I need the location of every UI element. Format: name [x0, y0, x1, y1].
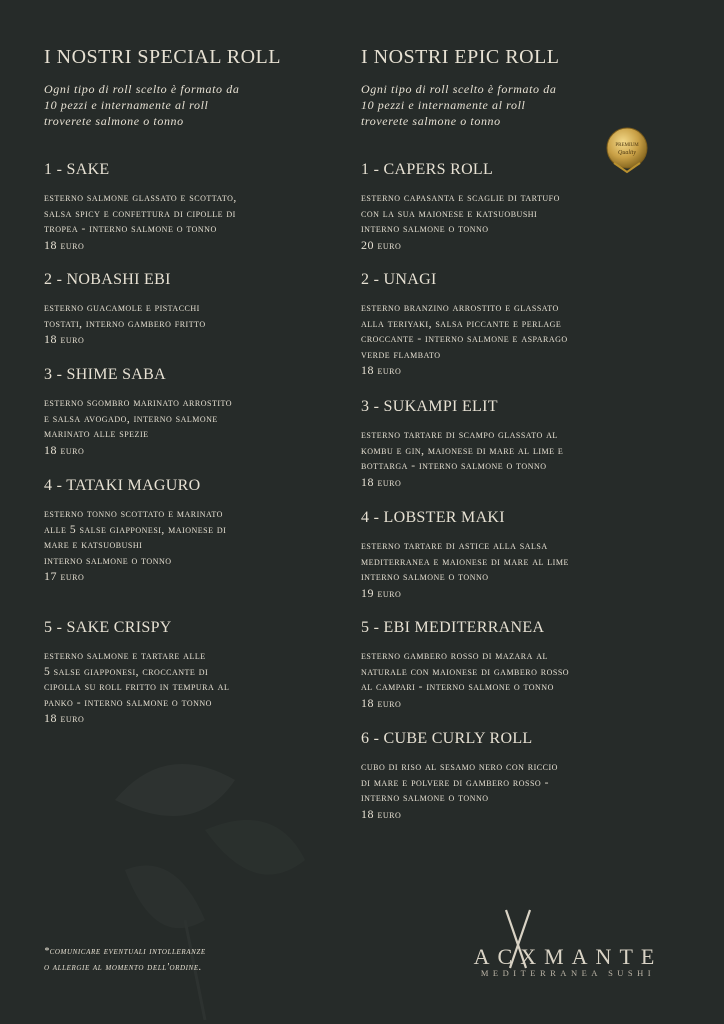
- premium-quality-badge-icon: [602, 125, 652, 175]
- menu-item-description: esterno branzino arrostito e glassato alla teriyaki, salsa piccante e perlage croccante - interno salmone e asparago verde flambato: [361, 302, 568, 361]
- menu-item-description: esterno sgombro marinato arrostito e salsa avogado, interno salmone marinato alle spezie: [44, 397, 233, 441]
- menu-item-description: esterno guacamole e pistacchi tostati, interno gambero fritto: [44, 302, 206, 330]
- acamante-logo: [462, 908, 674, 978]
- menu-item-description: cubo di riso al sesamo nero con riccio di mare e polvere di gambero rosso - interno salmone o tonno: [361, 761, 558, 805]
- epic-roll-intro: Ogni tipo di roll scelto è formato da 10 pezzi e internamente al roll troverete salmone o tonno: [361, 82, 557, 128]
- menu-item: [361, 618, 691, 711]
- menu-item-name: 2 - NOBASHI EBI: [44, 271, 171, 288]
- menu-item-price: 20 euro: [361, 237, 402, 252]
- menu-item-price: 18 euro: [44, 237, 85, 252]
- allergy-footnote: *comunicare eventuali intolleranze o allergie al momento dell'ordine.: [44, 946, 206, 973]
- svg-text:PREMIUM: PREMIUM: [615, 143, 639, 148]
- menu-item-price: 17 euro: [44, 569, 85, 584]
- menu-item-name: 4 - LOBSTER MAKI: [361, 509, 505, 526]
- menu-item: [361, 508, 691, 601]
- menu-item-name: 5 - SAKE CRISPY: [44, 619, 172, 636]
- menu-item-description: esterno tartare di scampo glassato al kombu e gin, maionese di mare al lime e bottarga - interno salmone o tonno: [361, 429, 564, 473]
- menu-item-price: 18 euro: [44, 442, 85, 457]
- menu-item-price: 18 euro: [44, 332, 85, 347]
- menu-item-price: 18 euro: [361, 695, 402, 710]
- logo-wordmark: ACXMANTE: [473, 944, 663, 969]
- menu-item-price: 18 euro: [361, 474, 402, 489]
- menu-item: [44, 270, 374, 348]
- menu-item: [361, 397, 691, 490]
- menu-item-price: 18 euro: [361, 806, 402, 821]
- menu-item-description: esterno tartare di astice alla salsa mediterranea e maionese di mare al lime interno salmone o tonno: [361, 540, 569, 584]
- svg-text:Quality: Quality: [618, 150, 636, 156]
- menu-item-name: 3 - SHIME SABA: [44, 366, 166, 383]
- menu-item: [44, 365, 374, 458]
- menu-item-price: 18 euro: [44, 711, 85, 726]
- menu-item: [361, 729, 691, 822]
- menu-item-description: esterno salmone glassato e scottato, salsa spicy e confettura di cipolle di tropea - interno salmone o tonno: [44, 192, 237, 236]
- menu-item-name: 4 - TATAKI MAGURO: [44, 477, 201, 494]
- special-roll-column: [44, 44, 364, 726]
- menu-item: [44, 618, 374, 727]
- menu-item-name: 1 - SAKE: [44, 161, 110, 178]
- menu-item-description: esterno tonno scottato e marinato alle 5 salse giapponesi, maionese di mare e katsuobushi interno salmone o tonno: [44, 508, 227, 567]
- menu-item-name: 6 - CUBE CURLY ROLL: [361, 730, 533, 747]
- menu-item: [361, 270, 691, 379]
- menu-item-description: esterno capasanta e scaglie di tartufo con la sua maionese e katsuobushi interno salmone o tonno: [361, 192, 560, 236]
- menu-item-price: 19 euro: [361, 585, 402, 600]
- epic-roll-title: I NOSTRI EPIC ROLL: [361, 46, 560, 68]
- menu-item-name: 1 - CAPERS ROLL: [361, 161, 494, 178]
- menu-item-description: esterno gambero rosso di mazara al naturale con maionese di gambero rosso al campari - interno salmone o tonno: [361, 650, 570, 694]
- menu-item-name: 2 - UNAGI: [361, 271, 437, 288]
- special-roll-intro: Ogni tipo di roll scelto è formato da 10 pezzi e internamente al roll troverete salmone o tonno: [44, 82, 240, 128]
- logo-subtitle: MEDITERRANEA SUSHI: [480, 968, 656, 978]
- menu-item: [44, 160, 374, 253]
- menu-item: [44, 476, 374, 585]
- menu-item-name: 5 - EBI MEDITERRANEA: [361, 619, 545, 636]
- special-roll-title: I NOSTRI SPECIAL ROLL: [44, 46, 281, 68]
- menu-item-price: 18 euro: [361, 363, 402, 378]
- menu-item-description: esterno salmone e tartare alle 5 salse giapponesi, croccante di cipolla su roll fritto in tempura al panko - interno salmone o tonno: [44, 650, 230, 709]
- menu-item-name: 3 - SUKAMPI ELIT: [361, 398, 498, 415]
